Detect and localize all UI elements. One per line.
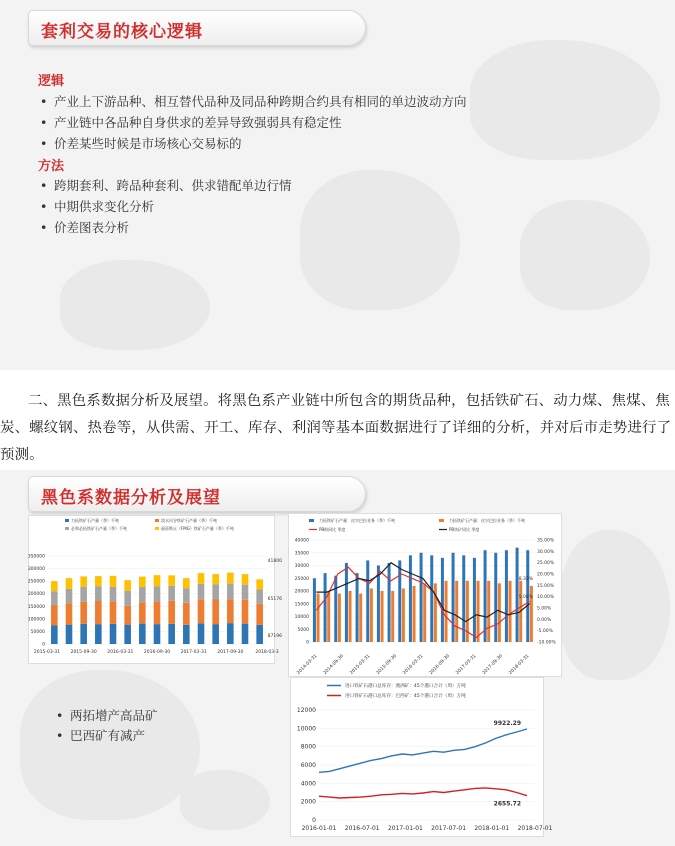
slide-title: 黑色系数据分析及展望 bbox=[41, 488, 221, 508]
bar-segment bbox=[110, 624, 117, 644]
bar bbox=[423, 583, 426, 642]
bar bbox=[391, 591, 394, 642]
bar-segment bbox=[80, 624, 87, 644]
bar-segment bbox=[124, 591, 131, 606]
x-tick-label: 2015-09-30 bbox=[70, 650, 97, 655]
x-tick-label: 2015-03-31 bbox=[33, 650, 61, 655]
world-map-bg bbox=[560, 530, 670, 680]
bar-segment bbox=[139, 624, 146, 644]
y-left-tick-label: 30000 bbox=[294, 564, 309, 569]
legend-label: 必和必拓铁矿石产量（季）千吨 bbox=[71, 526, 127, 531]
series-line bbox=[316, 567, 529, 637]
legend-label: 力拓铁矿石产量（季）千吨 bbox=[71, 518, 119, 523]
legend-label: PB粉同比 季度 bbox=[319, 527, 346, 532]
bar-segment bbox=[95, 624, 102, 644]
bar bbox=[413, 586, 416, 642]
bar-segment bbox=[227, 599, 234, 623]
bullet-text: 中期供求变化分析 bbox=[54, 199, 155, 214]
legend-label: 淡水河谷铁矿石产量（季）千吨 bbox=[161, 518, 217, 523]
bar-segment bbox=[212, 599, 219, 624]
bar bbox=[477, 581, 480, 642]
x-tick-label: 2018-01-01 bbox=[474, 825, 510, 832]
x-tick-label: 2016-03-31 bbox=[402, 653, 425, 676]
x-tick-label: 2015-03-31 bbox=[349, 653, 372, 676]
world-map-bg bbox=[520, 200, 650, 310]
y-tick-label: 12000 bbox=[296, 707, 316, 714]
bar-line-chart bbox=[289, 514, 561, 676]
y-tick-label: 300000 bbox=[27, 567, 45, 573]
x-tick-label: 2017-01-01 bbox=[387, 825, 423, 832]
bullet-text: 产业上下游品种、相互替代品种及同品种跨期合约具有相同的单边波动方向 bbox=[54, 94, 467, 109]
world-map-bg bbox=[20, 670, 200, 820]
bar bbox=[402, 588, 405, 642]
x-tick-label: 2016-01-01 bbox=[301, 825, 337, 832]
bar bbox=[338, 594, 341, 642]
y-tick-label: 8000 bbox=[300, 743, 316, 751]
bar-segment bbox=[212, 624, 219, 644]
bullet-item bbox=[40, 218, 129, 236]
bar-segment bbox=[51, 605, 58, 625]
y-tick-label: 0 bbox=[42, 642, 45, 648]
bar-segment bbox=[139, 587, 146, 602]
bullet-text: 巴西矿有减产 bbox=[70, 728, 146, 743]
y-right-tick-label: -10.00% bbox=[537, 640, 556, 646]
y-tick-label: 100000 bbox=[27, 617, 45, 623]
logic-heading: 逻辑 bbox=[38, 74, 65, 89]
data-label: 5.04% bbox=[518, 595, 533, 600]
bar-segment bbox=[183, 588, 190, 603]
y-tick-label: 350000 bbox=[27, 554, 45, 560]
bar-segment bbox=[80, 587, 87, 602]
legend-swatch bbox=[155, 527, 159, 530]
legend-swatch bbox=[155, 519, 159, 522]
bar bbox=[509, 581, 512, 642]
line-chart bbox=[291, 678, 553, 836]
y-tick-label: 200000 bbox=[27, 592, 45, 598]
bullet-item bbox=[40, 197, 154, 215]
bar-segment bbox=[139, 577, 146, 587]
bullet-item bbox=[40, 92, 467, 110]
data-label: 41800 bbox=[267, 559, 282, 564]
bar-segment bbox=[183, 578, 190, 588]
series-line bbox=[319, 729, 527, 772]
data-label: 8.33% bbox=[518, 577, 533, 582]
bar bbox=[327, 591, 330, 642]
bullet-text: 价差图表分析 bbox=[54, 220, 130, 235]
data-label: 87196 bbox=[267, 634, 282, 639]
legend-label: 力拓铁矿石产量：皮尔巴拉业务（季）千吨 bbox=[449, 518, 525, 523]
legend-label: PB块矿同比 季度 bbox=[449, 527, 480, 532]
x-tick-label: 2017-09-30 bbox=[481, 653, 504, 676]
bar-segment bbox=[66, 589, 73, 604]
bar-segment bbox=[256, 604, 263, 625]
bar bbox=[334, 576, 337, 642]
bar-segment bbox=[154, 624, 161, 644]
bullet-dot: • bbox=[40, 136, 48, 151]
y-tick-label: 4000 bbox=[300, 780, 316, 788]
bar bbox=[370, 588, 373, 642]
bar-segment bbox=[154, 586, 161, 601]
bullet-item bbox=[40, 176, 292, 194]
y-tick-label: 250000 bbox=[27, 579, 45, 585]
bar-segment bbox=[242, 624, 249, 644]
bar-segment bbox=[168, 601, 175, 624]
bullet-item bbox=[56, 726, 145, 744]
body-paragraph: 二、黑色系数据分析及展望。将黑色系产业链中所包含的期货品种，包括铁矿石、动力煤、焦煤、焦炭、螺纹钢、热卷等，从供需、开工、库存、利润等基本面数据进行了详细的分析，并对后市走势进行了预测。 bbox=[0, 393, 672, 463]
x-tick-label: 2018-03-3 bbox=[255, 650, 279, 655]
bar bbox=[345, 563, 348, 642]
bullet-text: 跨期套利、跨品种套利、供求错配单边行情 bbox=[54, 178, 292, 193]
bar-segment bbox=[80, 576, 87, 586]
bar bbox=[349, 591, 352, 642]
y-right-tick-label: 35.00% bbox=[537, 538, 555, 544]
bar bbox=[409, 555, 412, 642]
bar-segment bbox=[227, 623, 234, 644]
data-label: 2655.72 bbox=[493, 800, 521, 808]
x-tick-label: 2018-07-01 bbox=[517, 825, 553, 832]
bar bbox=[317, 594, 320, 642]
y-right-tick-label: 15.00% bbox=[537, 583, 555, 589]
bar bbox=[420, 553, 423, 642]
x-tick-label: 2016-09-30 bbox=[428, 653, 451, 676]
y-left-tick-label: 20000 bbox=[294, 589, 309, 595]
chart-port-inventory bbox=[290, 677, 553, 837]
bullet-item bbox=[40, 113, 342, 131]
bullet-text: 产业链中各品种自身供求的差异导致强弱具有稳定性 bbox=[54, 115, 342, 130]
bar-segment bbox=[66, 578, 73, 589]
bar-segment bbox=[256, 589, 263, 603]
y-right-tick-label: 20.00% bbox=[537, 572, 555, 578]
bar bbox=[455, 581, 458, 642]
bullet-text: 价差某些时候是市场核心交易标的 bbox=[54, 136, 242, 151]
bar-segment bbox=[168, 575, 175, 586]
legend-label: 力拓铁矿石产量：皮尔巴拉业务（季）千吨 bbox=[319, 518, 395, 523]
y-tick-label: 6000 bbox=[300, 762, 316, 769]
y-left-tick-label: 40000 bbox=[294, 538, 309, 544]
bar-segment bbox=[227, 573, 234, 584]
x-tick-label: 2017-07-01 bbox=[431, 825, 467, 832]
bar-segment bbox=[66, 625, 73, 644]
bar-segment bbox=[51, 625, 58, 644]
bar-segment bbox=[95, 601, 102, 624]
y-left-tick-label: 0 bbox=[306, 640, 309, 646]
bar-segment bbox=[183, 603, 190, 625]
bar-segment bbox=[95, 586, 102, 601]
bar-segment bbox=[168, 624, 175, 644]
world-map-bg bbox=[180, 770, 270, 830]
bar-segment bbox=[227, 584, 234, 600]
bar bbox=[359, 594, 362, 642]
bar-segment bbox=[51, 581, 58, 591]
bar bbox=[366, 560, 369, 642]
data-label: 9922.29 bbox=[493, 720, 521, 728]
bar-segment bbox=[256, 625, 263, 644]
bar bbox=[313, 578, 316, 642]
bar-segment bbox=[154, 575, 161, 586]
slide-title: 套利交易的核心逻辑 bbox=[41, 22, 203, 42]
bar bbox=[398, 560, 401, 642]
bullet-dot: • bbox=[40, 178, 48, 193]
bar-segment bbox=[51, 591, 58, 605]
bar-segment bbox=[183, 625, 190, 644]
bar-segment bbox=[124, 625, 131, 644]
chart-pilbara bbox=[288, 513, 562, 677]
slide-title-bar bbox=[28, 476, 366, 512]
y-left-tick-label: 10000 bbox=[294, 615, 309, 620]
legend-label: 进口铁矿石港口总库存：巴西矿：45个港口合计（周）万吨 bbox=[345, 694, 466, 699]
series-line bbox=[316, 563, 529, 622]
legend-label: 进口铁矿石港口总库存：澳洲矿：45个港口合计（周）万吨 bbox=[345, 684, 466, 689]
bar-segment bbox=[124, 580, 131, 591]
y-left-tick-label: 5000 bbox=[297, 627, 309, 633]
bar-segment bbox=[139, 602, 146, 623]
slide-core-logic bbox=[0, 0, 675, 370]
bar bbox=[494, 553, 497, 642]
bar-segment bbox=[66, 603, 73, 624]
bar-segment bbox=[212, 574, 219, 584]
y-right-tick-label: 10.00% bbox=[537, 595, 555, 601]
x-tick-label: 2014-03-31 bbox=[296, 653, 319, 676]
bar bbox=[324, 573, 327, 642]
bar-segment bbox=[198, 573, 205, 584]
bar-segment bbox=[242, 585, 249, 600]
y-tick-label: 10000 bbox=[296, 725, 316, 733]
slide-title-bar bbox=[28, 10, 366, 46]
bar bbox=[498, 583, 501, 642]
y-right-tick-label: 25.00% bbox=[537, 561, 555, 567]
series-line bbox=[319, 788, 527, 798]
bar-segment bbox=[110, 587, 117, 602]
bullet-dot: • bbox=[40, 220, 48, 235]
world-map-bg bbox=[60, 260, 210, 350]
bar-segment bbox=[198, 584, 205, 599]
y-right-tick-label: -5.00% bbox=[537, 629, 553, 635]
stacked-bar-chart bbox=[27, 516, 282, 663]
y-left-tick-label: 15000 bbox=[294, 602, 309, 608]
legend-swatch bbox=[65, 527, 69, 530]
legend-swatch bbox=[439, 519, 444, 522]
bar bbox=[487, 581, 490, 642]
method-heading: 方法 bbox=[38, 159, 65, 174]
bullet-dot: • bbox=[56, 708, 64, 723]
legend-swatch bbox=[65, 519, 69, 522]
legend-label: 福蒂斯丘（FMG）铁矿石产量（季）千吨 bbox=[161, 526, 234, 531]
bar bbox=[473, 558, 476, 642]
x-tick-label: 2015-09-30 bbox=[375, 653, 398, 676]
slide-black-series bbox=[0, 470, 675, 846]
bar bbox=[381, 591, 384, 642]
x-tick-label: 2016-03-31 bbox=[107, 650, 134, 655]
y-left-tick-label: 35000 bbox=[294, 551, 309, 557]
data-label: 65176 bbox=[267, 597, 282, 602]
bar-segment bbox=[256, 579, 263, 589]
bar-segment bbox=[242, 600, 249, 624]
bullet-dot: • bbox=[56, 728, 64, 743]
bar-segment bbox=[212, 584, 219, 599]
bullet-item bbox=[56, 706, 158, 724]
y-right-tick-label: 30.00% bbox=[537, 549, 555, 555]
chart-miner-output bbox=[27, 515, 282, 664]
bar-segment bbox=[198, 623, 205, 644]
y-tick-label: 150000 bbox=[27, 604, 45, 610]
x-tick-label: 2014-09-30 bbox=[322, 653, 345, 676]
bar bbox=[441, 558, 444, 642]
bar-segment bbox=[110, 601, 117, 624]
bar bbox=[430, 555, 433, 642]
bar-segment bbox=[198, 599, 205, 623]
bar bbox=[484, 550, 487, 642]
legend-swatch bbox=[309, 519, 314, 522]
bar-segment bbox=[80, 602, 87, 624]
bar-segment bbox=[168, 586, 175, 601]
y-tick-label: 50000 bbox=[30, 629, 45, 635]
world-map-bg bbox=[470, 40, 660, 160]
bar bbox=[505, 550, 508, 642]
bullet-dot: • bbox=[40, 115, 48, 130]
bullet-text: 两拓增产高品矿 bbox=[70, 708, 158, 723]
bar bbox=[388, 563, 391, 642]
bar-segment bbox=[242, 574, 249, 585]
bar-segment bbox=[95, 576, 102, 586]
x-tick-label: 2016-09-30 bbox=[143, 650, 171, 655]
bar bbox=[452, 553, 455, 642]
bar-segment bbox=[154, 601, 161, 624]
bullet-dot: • bbox=[40, 94, 48, 109]
x-tick-label: 2017-09-30 bbox=[217, 650, 244, 655]
bullet-item bbox=[40, 134, 242, 152]
bar-segment bbox=[110, 576, 117, 587]
y-tick-label: 0 bbox=[312, 817, 316, 824]
x-tick-label: 2018-03-31 bbox=[508, 653, 531, 676]
bar bbox=[377, 566, 380, 643]
x-tick-label: 2017-03-31 bbox=[180, 650, 207, 655]
y-tick-label: 2000 bbox=[300, 798, 316, 806]
y-left-tick-label: 25000 bbox=[294, 576, 309, 582]
world-map-bg bbox=[300, 170, 460, 310]
y-right-tick-label: 5.00% bbox=[537, 606, 552, 612]
bullet-dot: • bbox=[40, 199, 48, 214]
bar-segment bbox=[124, 606, 131, 625]
y-right-tick-label: 0.00% bbox=[537, 617, 552, 623]
x-tick-label: 2017-03-31 bbox=[455, 653, 478, 676]
bar bbox=[356, 573, 359, 642]
x-tick-label: 2016-07-01 bbox=[344, 825, 380, 832]
